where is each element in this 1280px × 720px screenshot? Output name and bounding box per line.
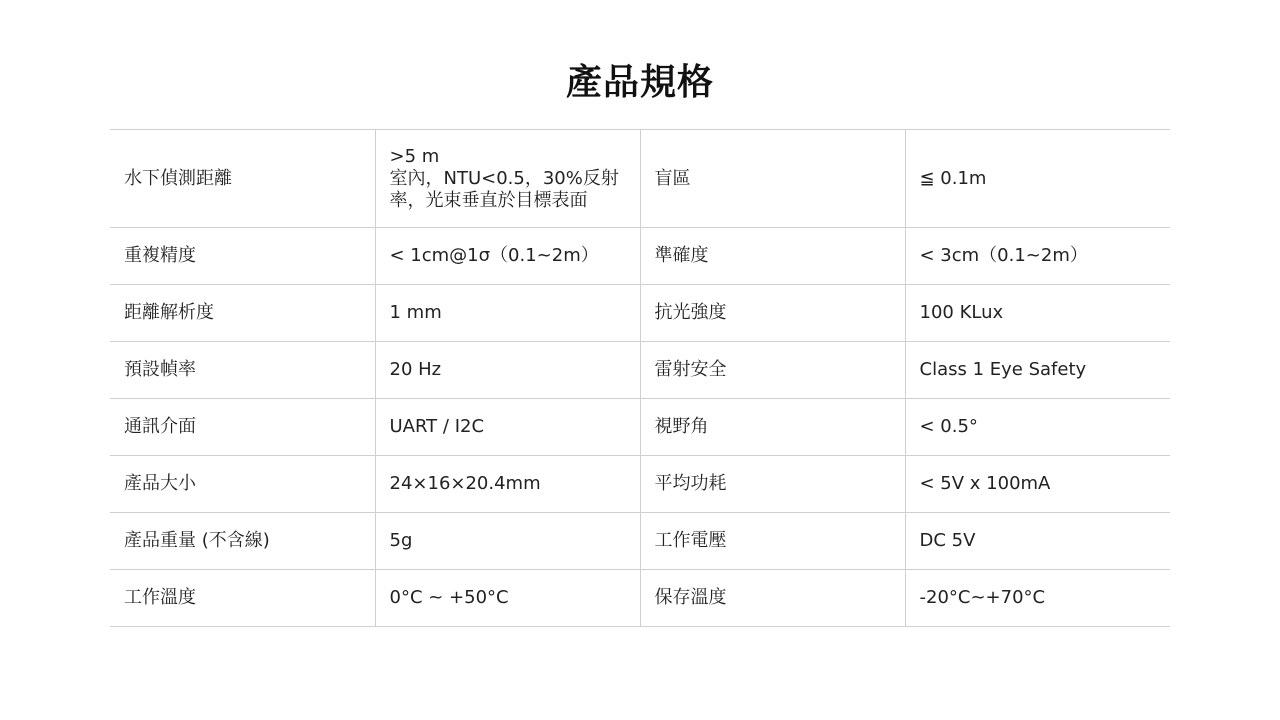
spec-value: 0°C ~ +50°C bbox=[375, 570, 640, 627]
spec-label: 準確度 bbox=[640, 228, 905, 285]
spec-value: ≦ 0.1m bbox=[919, 167, 987, 189]
spec-value: < 3cm（0.1~2m） bbox=[919, 245, 1088, 266]
page-title: 產品規格 bbox=[565, 62, 714, 103]
spec-label: 抗光強度 bbox=[640, 285, 905, 342]
spec-value: < 5V x 100mA bbox=[919, 473, 1051, 494]
spec-label: 產品大小 bbox=[110, 456, 375, 513]
spec-label: 平均功耗 bbox=[640, 456, 905, 513]
spec-value: < 1cm@1σ（0.1~2m） bbox=[375, 228, 640, 285]
spec-label: 視野角 bbox=[640, 399, 905, 456]
spec-value: 100 KLux bbox=[919, 302, 1004, 323]
table-row bbox=[110, 399, 1170, 456]
spec-label: 重複精度 bbox=[110, 228, 375, 285]
spec-label: 距離解析度 bbox=[110, 285, 375, 342]
spec-label: 水下偵測距離 bbox=[110, 130, 375, 228]
spec-label: 產品重量 (不含線) bbox=[110, 513, 375, 570]
spec-table bbox=[110, 129, 1170, 627]
spec-value: DC 5V bbox=[919, 530, 976, 551]
spec-value: UART / I2C bbox=[375, 399, 640, 456]
table-row bbox=[110, 285, 1170, 342]
spec-label: 工作電壓 bbox=[640, 513, 905, 570]
spec-label: 雷射安全 bbox=[640, 342, 905, 399]
spec-value: Class 1 Eye Safety bbox=[919, 359, 1087, 380]
spec-label: 盲區 bbox=[640, 130, 905, 228]
spec-value: >5 m 室內，NTU<0.5，30%反射率，光束垂直於目標表面 bbox=[375, 130, 640, 228]
spec-value: 20 Hz bbox=[375, 342, 640, 399]
table-row bbox=[110, 228, 1170, 285]
table-row bbox=[110, 130, 1170, 228]
spec-label: 保存溫度 bbox=[640, 570, 905, 627]
spec-value: < 0.5° bbox=[919, 416, 978, 437]
table-row bbox=[110, 456, 1170, 513]
spec-value: 24×16×20.4mm bbox=[375, 456, 640, 513]
spec-label: 通訊介面 bbox=[110, 399, 375, 456]
table-row bbox=[110, 342, 1170, 399]
spec-value: 5g bbox=[375, 513, 640, 570]
spec-label: 工作溫度 bbox=[110, 570, 375, 627]
table-row bbox=[110, 513, 1170, 570]
spec-label: 預設幀率 bbox=[110, 342, 375, 399]
spec-value: 1 mm bbox=[375, 285, 640, 342]
spec-value: -20°C~+70°C bbox=[919, 587, 1046, 608]
table-row bbox=[110, 570, 1170, 627]
